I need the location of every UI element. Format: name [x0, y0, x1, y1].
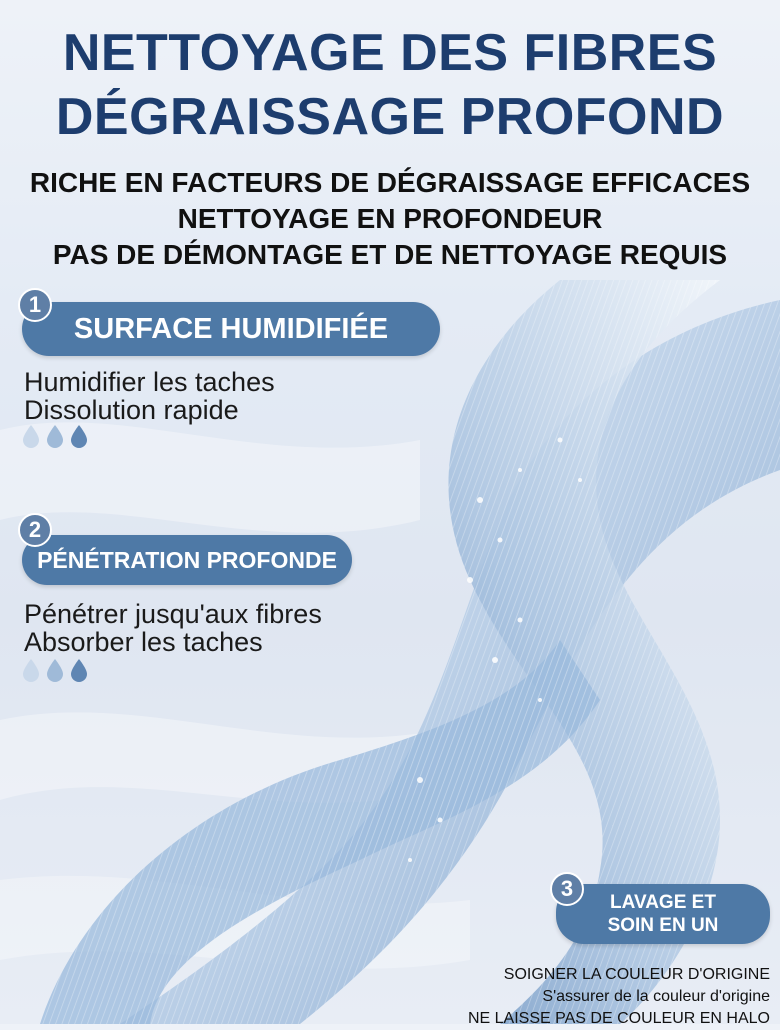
water-drop-icon: [46, 424, 64, 448]
step-1-number: 1: [18, 288, 52, 322]
step-3-desc-line-1: SOIGNER LA COULEUR D'ORIGINE: [503, 966, 770, 983]
step-3-desc-line-3: NE LAISSE PAS DE COULEUR EN HALO: [467, 1010, 770, 1027]
subheadline-line-3: PAS DE DÉMONTAGE ET DE NETTOYAGE REQUIS: [52, 239, 728, 270]
step-1-desc-line-1: Humidifier les taches: [24, 367, 275, 397]
water-drop-icon: [70, 658, 88, 682]
step-3-title-line-1: LAVAGE ET: [610, 892, 716, 913]
step-3-number: 3: [550, 872, 584, 906]
water-drop-icon: [70, 424, 88, 448]
subheadline-line-2: NETTOYAGE EN PROFONDEUR: [177, 203, 603, 234]
water-drop-icon: [46, 658, 64, 682]
step-2-desc-line-1: Pénétrer jusqu'aux fibres: [24, 599, 322, 629]
headline-line-1: NETTOYAGE DES FIBRES: [62, 24, 718, 82]
step-2-title: PÉNÉTRATION PROFONDE: [22, 535, 352, 585]
subheadline-line-1: RICHE EN FACTEURS DE DÉGRAISSAGE EFFICACES: [29, 167, 751, 198]
step-2-number: 2: [18, 513, 52, 547]
step-2-desc-line-2: Absorber les taches: [24, 627, 263, 657]
step-3-title: [556, 884, 770, 944]
step-1-drops: [22, 424, 88, 448]
step-2-drops: [22, 658, 88, 682]
headline-line-2: DÉGRAISSAGE PROFOND: [55, 88, 725, 146]
step-3-title-line-2: SOIN EN UN: [607, 915, 719, 936]
step-1-desc-line-2: Dissolution rapide: [24, 395, 239, 425]
step-3-desc-line-2: S'assurer de la couleur d'origine: [542, 988, 770, 1005]
water-drop-icon: [22, 424, 40, 448]
step-1-title: SURFACE HUMIDIFIÉE: [22, 302, 440, 356]
water-drop-icon: [22, 658, 40, 682]
